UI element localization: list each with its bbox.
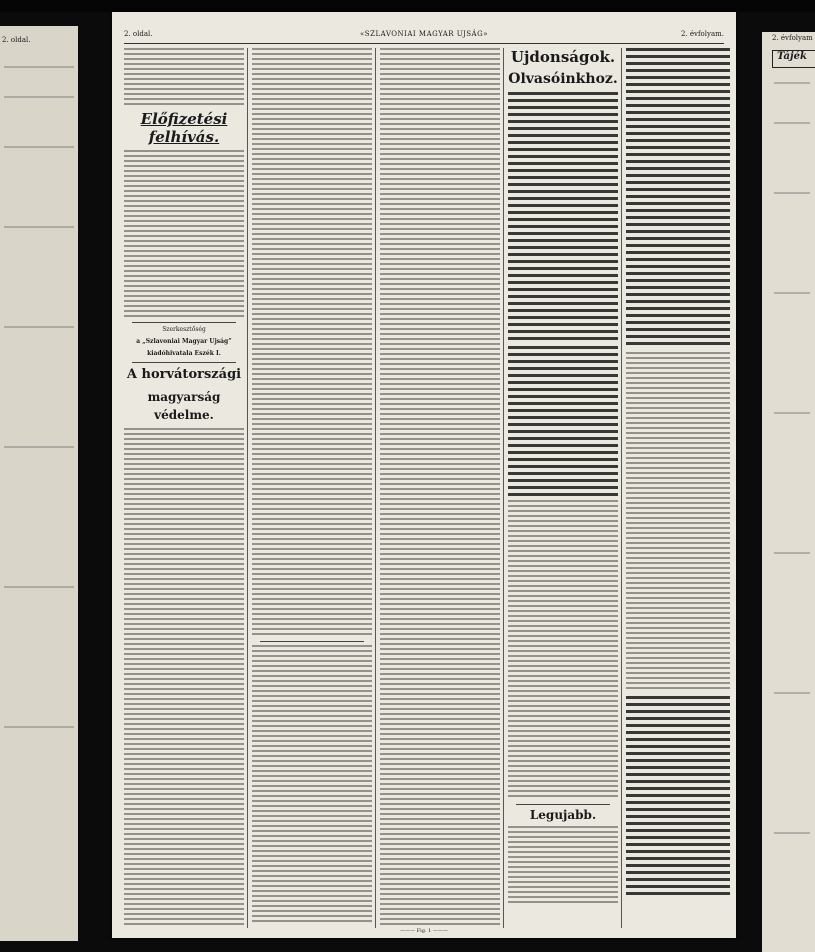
column-rule (247, 48, 248, 928)
article-bold-column5 (626, 48, 730, 348)
column-5 (626, 48, 730, 928)
column-rule (621, 48, 622, 928)
column-1 (124, 48, 244, 928)
heading-news: Ujdonságok. (510, 48, 616, 66)
heading-croatia-1: A horvátországi (126, 367, 242, 382)
column-4 (508, 48, 618, 928)
heading-latest: Legujabb. (529, 808, 597, 822)
running-header (124, 30, 724, 42)
notice-editorial: Szerkesztőség (162, 326, 206, 333)
article-bold-advertisements (508, 346, 618, 496)
header-rule (124, 43, 724, 44)
header-page-number: 2. oldal. (124, 30, 153, 38)
heading-to-readers: Olvasóinkhoz. (508, 71, 618, 87)
right-page-number: 2. évfolyam (772, 34, 813, 42)
column-rule (375, 48, 376, 928)
column-3 (380, 48, 500, 928)
notice-newspaper: a „Szlavoniai Magyar Ujság” (136, 338, 232, 345)
page-folio: ——— Fig. 1 ——— (400, 928, 448, 934)
notice-publisher: kiadóhivatala Eszék I. (147, 350, 221, 357)
column-rule (503, 48, 504, 928)
film-edge (0, 0, 815, 12)
right-page-box-heading: Tájék (772, 50, 815, 68)
newspaper-page (112, 12, 736, 938)
article-bold-column5-lower (626, 696, 730, 896)
article-bold-announcement (508, 92, 618, 342)
heading-subscription-appeal: Előfizetési felhívás. (140, 110, 228, 146)
adjacent-page-left (0, 26, 78, 941)
header-volume: 2. évfolyam. (680, 30, 724, 38)
column-2 (252, 48, 372, 928)
heading-croatia-2: magyarság védelme. (147, 390, 221, 422)
left-page-number: 2. oldal. (2, 36, 31, 44)
header-masthead: «SZLAVONIAI MAGYAR UJSÁG» (360, 30, 488, 38)
adjacent-page-right (762, 32, 815, 952)
